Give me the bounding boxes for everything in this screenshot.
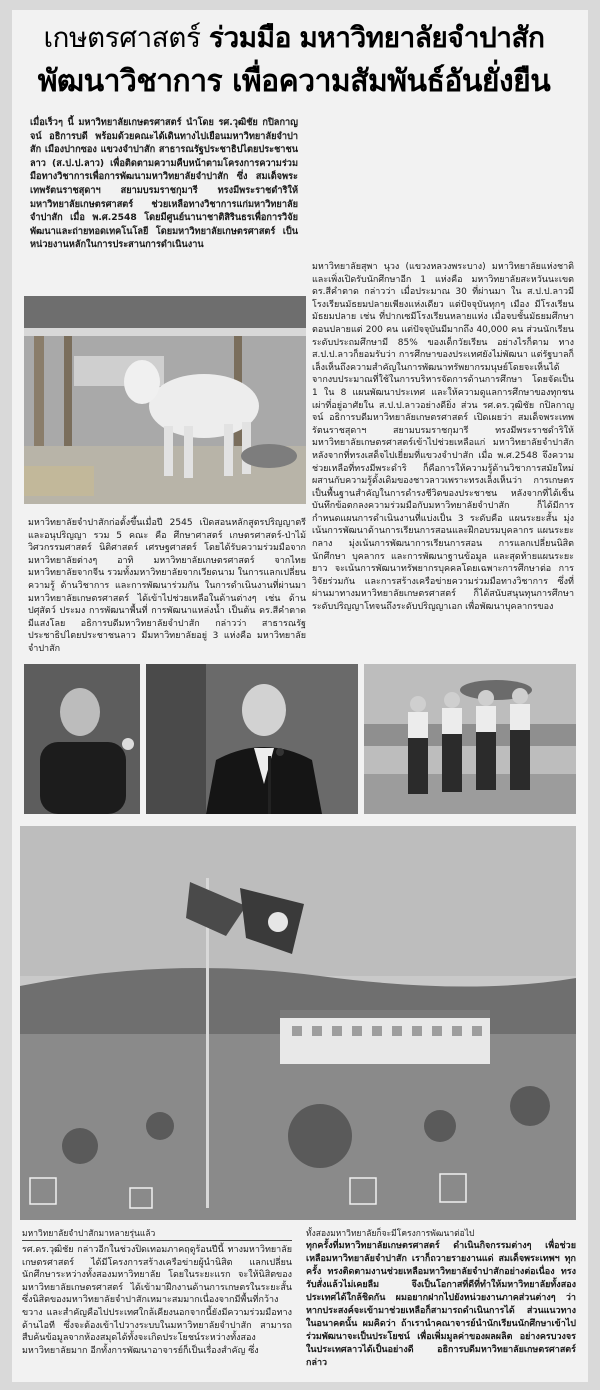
rector-photo bbox=[146, 664, 358, 814]
body-right-column: มหาวิทยาลัยสุพา นุวง (แขวงหลวงพระบาง) มหาวิทยาลัยแห่งชาติ และเพิ่งเปิดรับนักศึกษาอีก 1 แห่งคือ มหาวิทยาลัยสะหวันนะเขต ดร.สีคำตาด กล่าวว่า เมื่อประมาณ 30 ที่ผ่านมา ใน ส.ป.ป.ลาวมีโรงเรียนมัธยมปลายเพียงแห่งเดียว แต่ปัจจุบันทุกๆ เมือง มีโรงเรียนมัธยมปลาย เช่น ที่ปากเซมีโรงเรียนหลายแห่ง เมื่อจบชั้นมัธยมศึกษาตอนปลายแต่ 200 คน แต่ปัจจุบันมีมากถึง 40,000 คน ส่วนนักเรียนระดับประถมศึกษามี 85% ของเด็กวัยเรียน อย่างไรก็ตาม ทาง ส.ป.ป.ลาวก็ยอมรับว่า การศึกษาของประเทศยังไม่พัฒนา แต่รัฐบาลก็เล็งเห็นถึงความสำคัญในการพัฒนาทรัพยากรมนุษย์โดยจะเห็นได้จากงบประมาณที่ใช้ในการบริหารจัดการด้านการศึกษา โดยจัดเป็น 1 ใน 8 แผนพัฒนาประเทศ และให้ความดูแลการศึกษาของทุกชนเผ่าที่อยู่อาศัยใน ส.ป.ป.ลาวอย่างดียิ่ง ส่วน รศ.ดร.วุฒิชัย กปิลกาญจน์ อธิการบดีมหาวิทยาลัยเกษตรศาสตร์ เปิดเผยว่า สมเด็จพระเทพรัตนราชสุดาฯ สยามบรมราชกุมารี ทรงมีพระราชดำริให้มหาวิทยาลัยเกษตรศาสตร์เข้าไปช่วยเหลือแก่ มหาวิทยาลัยจำปาสัก หลังจากที่ทรงเสด็จไปเยี่ยมที่แขวงจำปาสัก เมื่อ พ.ศ.2548 จึงความช่วยเหลือที่ทรงมีพระดำริ ก็คือการให้ความรู้ด้านวิชาการสมัยใหม่ผสานกับความรู้ดั้งเดิมของชาวลาวเพราะทรงเล็งเห็นว่า การเกษตรเป็นพื้นฐานสำคัญในการดำรงชีวิตของประชาชน หลังจากที่ได้เซ็นบันทึกข้อตกลงความร่วมมือกับมหาวิทยาลัยจำปาสัก ก็ได้มีการกำหนดแผนการดำเนินงานที่แบ่งเป็น 3 ระดับคือ แผนระยะสั้น มุ่งเน้นการพัฒนาด้านการเรียนการสอนและฝึกอบรมบุคลากร แผนระยะกลาง มุ่งเน้นการพัฒนาการเรียนการสอน การแลกเปลี่ยนนิสิต นักศึกษา บุคลากร และการพัฒนาฐานข้อมูล และสุดท้ายแผนระยะยาว จะเน้นการพัฒนาทรัพยากรบุคคลโดยเฉพาะการศึกษาต่อ การวิจัยร่วมกัน และการสร้างเครือข่ายความร่วมมือทางวิชาการ ซึ่งที่ผ่านมาทางมหาวิทยาลัยเกษตรศาสตร์ ก็ได้สนับสนุนทุนการศึกษาระดับปริญญาโทจนถึงระดับปริญญาเอก เพื่อพัฒนาบุคลากรของ bbox=[312, 262, 574, 613]
headline-part-3: มหาวิทยาลัยจำปาสัก bbox=[299, 21, 545, 54]
students-photo bbox=[364, 664, 576, 814]
body-left-column: มหาวิทยาลัยจำปาสักก่อตั้งขึ้นเมื่อปี 2545 เปิดสอนหลักสูตรปริญญาตรีและอนุปริญญา รวม 5 คณะ คือ ศึกษาศาสตร์ เกษตรศาสตร์-ป่าไม้ วิศวกรรมศาสตร์ นิติศาสตร์ เศรษฐศาสตร์ โดยได้รับความร่วมมือจากมหาวิทยาลัยต่างๆ อาทิ มหาวิทยาลัยเกษตรศาสตร์ จากไทย มหาวิทยาลัยจากจีน รวมทั้งมหาวิทยาลัยจากเวียดนาม ในการแลกเปลี่ยนความรู้ ด้านวิชาการ และการพัฒนาร่วมกัน ในการดำเนินงานที่ผ่านมา มหาวิทยาลัยเกษตรศาสตร์ ได้เข้าไปช่วยเหลือในด้านต่างๆ เช่น ด้านปศุสัตว์ ประมง การพัฒนาพื้นที่ การพัฒนาแหล่งน้ำ เป็นต้น ดร.สีคำตาด มีแสงโลย อธิการบดีมหาวิทยาลัยจำปาสัก กล่าวว่า สาธารณรัฐประชาธิปไตยประชาชนลาว มีมหาวิทยาลัยอยู่ 3 แห่งคือ มหาวิทยาลัยจำปาสัก bbox=[28, 518, 306, 654]
body-bottom-left: รศ.ดร.วุฒิชัย กล่าวอีกในช่วงปิดเทอมภาคฤดูร้อนปีนี้ ทางมหาวิทยาลัยเกษตรศาสตร์ ได้มีโครงการสร้างเครือข่ายผู้นำนิสิต แลกเปลี่ยนนักศึกษาระหว่างทั้งสองมหาวิทยาลัย โดยในระยะแรก จะให้นิสิตของมหาวิทยาลัยเกษตรศาสตร์ ได้เข้ามาฝึกงานด้านการเกษตรในระยะสั้น ซึ่งนิสิตของมหาวิทยาลัยจำปาสักเหมาะสมมากเนื่องจากมีพื้นที่กว้างขวาง และสำคัญคือไปประเทศใกล้เคียงนอกจากนี้ยังมีความร่วมมือทางด้านไอที ซึ่งจะต้องเข้าไปวางระบบในมหาวิทยาลัยจำปาสัก สามารถสืบค้นข้อมูลจากห้องสมุดได้ทั้งจะเกิดประโยชน์ระหว่างทั้งสองมหาวิทยาลัยมาก อีกทั้งการพัฒนาอาจารย์ก็เป็นเรื่องสำคัญ ซึ่ง bbox=[22, 1245, 292, 1356]
headline-part-1: เกษตรศาสตร์ bbox=[43, 21, 201, 54]
cow-photo bbox=[24, 296, 306, 504]
headline-line-2: พัฒนาวิชาการ เพื่อความสัมพันธ์อันยั่งยืน bbox=[37, 64, 551, 99]
campus-photo bbox=[20, 826, 576, 1220]
dean-photo bbox=[24, 664, 140, 814]
headline-part-2: ร่วมมือ bbox=[208, 21, 291, 54]
cow-illustration bbox=[24, 296, 306, 504]
headline-line-1 bbox=[14, 16, 574, 60]
body-bottom-right-intro: ทั้งสองมหาวิทยาลัยก็จะมีโครงการพัฒนาต่อไป bbox=[306, 1229, 475, 1239]
caption-rule bbox=[22, 1240, 292, 1241]
quote-paragraph: ทุกครั้งที่มหาวิทยาลัยเกษตรศาสตร์ ดำเนินกิจกรรมต่างๆ เพื่อช่วยเหลือมหาวิทยาลัยจำปาสัก เราก็ถวายรายงานแด่ สมเด็จพระเทพฯ ทุกครั้ง ทรงติดตามงานช่วยเหลือมหาวิทยาลัยจำปาสักอย่างต่อเนื่อง ทรงรับสั่งแล้วไม่เคยลืม จึงเป็นโอกาสที่ดีที่ทำให้มหาวิทยาลัยทั้งสองประเทศได้ใกล้ชิดกัน ผมอยากฝากไปยังหน่วยงานภาคส่วนต่างๆ ว่าหากประสงค์จะเข้ามาช่วยเหลือก็สามารถดำเนินการได้ ส่วนแนวทางในอนาคตนั้น ผมคิดว่า ถ้าเรานำคณาจารย์นำนักเรียนนักศึกษาเข้าไปร่วมพัฒนาจะเป็นประโยชน์ เพื่อเพิ่มมูลค่าของผลผลิต อย่างครบวงจรในประเทศลาวได้เป็นอย่างดี อธิการบดีมหาวิทยาลัยเกษตรศาสตร์ กล่าว bbox=[306, 1241, 576, 1368]
campus-photo-caption: มหาวิทยาลัยจำปาสักมาหลายรุ่นแล้ว bbox=[22, 1229, 156, 1239]
lead-paragraph: เมื่อเร็วๆ นี้ มหาวิทยาลัยเกษตรศาสตร์ นำโดย รศ.วุฒิชัย กปิลกาญจน์ อธิการบดี พร้อมด้วยคณะได้เดินทางไปเยือนมหาวิทยาลัยจำปาสัก เมืองปากซอง แขวงจำปาสัก สาธารณรัฐประชาธิปไตยประชาชนลาว (ส.ป.ป.ลาว) เพื่อติดตามความคืบหน้าตามโครงการความร่วมมือทางวิชาการเพื่อการพัฒนามหาวิทยาลัยจำปาสัก ซึ่ง สมเด็จพระเทพรัตนราชสุดาฯ สยามบรมราชกุมารี ทรงมีพระราชดำริให้ มหาวิทยาลัยเกษตรศาสตร์ ช่วยเหลือทางวิชาการแก่มหาวิทยาลัยจำปาสัก เมื่อ พ.ศ.2548 โดยมีศูนย์นานาชาติสิรินธรเพื่อการวิจัย พัฒนาและถ่ายทอดเทคโนโลยี โดยมหาวิทยาลัยเกษตรศาสตร์ เป็นหน่วยงานหลักในการประสานการดำเนินงาน bbox=[30, 117, 298, 251]
